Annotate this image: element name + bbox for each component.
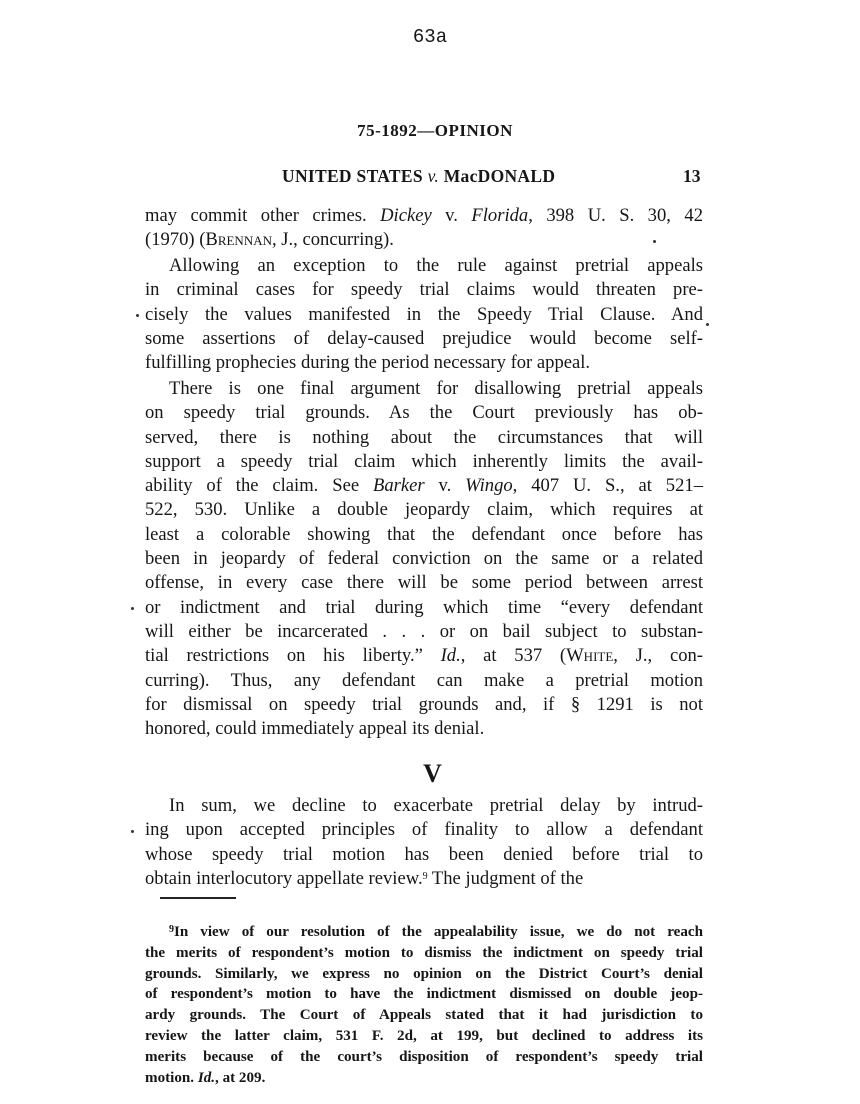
- text-run: been in jeopardy of federal conviction on the same or a related: [145, 548, 703, 570]
- text-run: In sum, we decline to exacerbate pretrial delay by intrud-: [169, 795, 703, 816]
- text-line: [145, 450, 703, 474]
- text-run: v.: [424, 475, 466, 497]
- text-line: [145, 1026, 703, 1047]
- text-run: Florida: [471, 205, 529, 226]
- text-line: [145, 303, 703, 327]
- text-run: or indictment and trial during which time “every defendant: [145, 596, 703, 618]
- text-run: cisely the values manifested in the Speedy Trial Clause. And: [145, 303, 703, 325]
- docket-heading: 75-1892—OPINION: [357, 121, 513, 140]
- scan-speck: [706, 323, 709, 326]
- text-line: [145, 1005, 703, 1026]
- caption-left: UNITED STATES: [282, 166, 423, 186]
- text-run: Wingo: [465, 475, 513, 497]
- footnote-9: [145, 907, 703, 1104]
- text-run: The judgment of the: [427, 867, 584, 889]
- text-run: some assertions of delay-caused prejudice would become self-: [145, 327, 703, 349]
- text-run: v.: [431, 205, 472, 226]
- text-run: for dismissal on speedy trial grounds and, if § 1291 is not: [145, 693, 703, 715]
- text-run: of respondent’s motion to have the indictment dismissed on double jeop-: [145, 986, 703, 1003]
- text-run: fulfilling prophecies during the period necessary for appeal.: [145, 352, 591, 374]
- caption-right: MacDONALD: [443, 166, 556, 186]
- text-line: [145, 693, 703, 717]
- text-run: obtain interlocutory appellate review.: [145, 867, 423, 889]
- text-line: [145, 644, 703, 668]
- page-number: 63a: [412, 26, 448, 48]
- text-run: honored, could immediately appeal its denial.: [145, 718, 485, 740]
- section-heading: V: [423, 759, 442, 788]
- text-line: [145, 401, 703, 425]
- text-run: Brennan: [205, 229, 272, 251]
- text-run: Dickey: [380, 205, 432, 226]
- text-line: [145, 204, 703, 228]
- text-run: , at 209.: [215, 1069, 266, 1086]
- text-run: , J., concurring).: [272, 229, 394, 251]
- text-run: In view of our resolution of the appealability issue, we do not reach: [174, 924, 703, 941]
- text-run: may commit other crimes.: [145, 205, 381, 226]
- text-line: [145, 669, 703, 693]
- running-caption: [282, 166, 555, 187]
- scan-speck: [131, 607, 134, 610]
- text-run: White: [566, 645, 614, 667]
- text-run: support a speedy trial claim which inherently limits the avail-: [145, 450, 703, 472]
- text-line: [145, 984, 703, 1005]
- text-line: [145, 254, 703, 278]
- text-run: on speedy trial grounds. As the Court previously has ob-: [145, 402, 703, 424]
- text-run: merits because of the court’s disposition of respondent’s speedy trial: [145, 1048, 703, 1065]
- text-run: whose speedy trial motion has been denied before trial to: [145, 843, 703, 865]
- paragraph-continuation: [145, 204, 703, 253]
- paragraph-final-argument: [145, 377, 703, 741]
- caption-versus: v.: [427, 166, 440, 186]
- text-run: offense, in every case there will be some period between arrest: [145, 572, 703, 594]
- text-line: [145, 498, 703, 522]
- scan-speck: [136, 314, 139, 317]
- text-line: [145, 818, 703, 842]
- text-run: There is one final argument for disallowing pretrial appeals: [169, 378, 703, 399]
- text-line: [145, 717, 703, 741]
- text-line: [145, 327, 703, 351]
- text-line: [145, 547, 703, 571]
- text-run: ability of the claim. See: [145, 475, 373, 497]
- text-line: [145, 1068, 703, 1089]
- text-run: (1970) (: [145, 229, 206, 251]
- paragraph-conclusion: [145, 794, 703, 891]
- text-run: Id.: [197, 1069, 216, 1086]
- text-line: [145, 351, 703, 375]
- text-line: [145, 596, 703, 620]
- text-run: least a colorable showing that the defendant once before has: [145, 523, 703, 545]
- text-line: [145, 922, 703, 943]
- text-run: ardy grounds. The Court of Appeals stated that it had jurisdiction to: [145, 1007, 703, 1024]
- text-line: [145, 794, 703, 818]
- text-line: [145, 474, 703, 498]
- text-run: 9: [169, 924, 174, 936]
- folio-number: 13: [683, 166, 701, 186]
- text-run: , 407 U. S., at 521–: [512, 475, 703, 497]
- text-run: 522, 530. Unlike a double jeopardy claim, which requires at: [145, 499, 703, 521]
- text-line: [145, 964, 703, 985]
- text-line: [145, 1047, 703, 1068]
- text-line: [145, 523, 703, 547]
- text-run: Allowing an exception to the rule against pretrial appeals: [169, 255, 703, 276]
- text-run: motion.: [145, 1069, 198, 1086]
- text-line: [145, 571, 703, 595]
- text-run: the merits of respondent’s motion to dismiss the indictment on speedy trial: [145, 944, 703, 961]
- paragraph-exception: [145, 254, 703, 375]
- text-run: in criminal cases for speedy trial claims would threaten pre-: [145, 279, 703, 301]
- text-run: curring). Thus, any defendant can make a pretrial motion: [145, 669, 703, 691]
- text-line: [145, 228, 703, 252]
- text-line: [145, 620, 703, 644]
- text-run: 9: [422, 870, 428, 882]
- text-line: [145, 278, 703, 302]
- text-run: will either be incarcerated . . . or on bail subject to substan-: [145, 620, 703, 642]
- footnote-rule: [160, 897, 236, 899]
- text-run: Barker: [372, 475, 425, 497]
- text-run: grounds. Similarly, we express no opinion on the District Court’s denial: [145, 965, 703, 982]
- text-line: [145, 867, 703, 891]
- scan-speck: [653, 240, 656, 243]
- scan-speck: [131, 830, 134, 833]
- text-run: served, there is nothing about the circumstances that will: [145, 426, 703, 448]
- text-line: [145, 943, 703, 964]
- text-run: , 398 U. S. 30, 42: [528, 205, 703, 226]
- text-run: Id.: [440, 645, 461, 667]
- text-line: [145, 426, 703, 450]
- text-run: , J., con-: [613, 645, 703, 667]
- text-run: tial restrictions on his liberty.”: [145, 645, 441, 667]
- text-run: ing upon accepted principles of finality to allow a defendant: [145, 819, 703, 841]
- text-run: review the latter claim, 531 F. 2d, at 199, but declined to address its: [145, 1028, 703, 1045]
- text-line: [145, 843, 703, 867]
- text-run: , at 537 (: [460, 645, 567, 667]
- text-line: [145, 377, 703, 401]
